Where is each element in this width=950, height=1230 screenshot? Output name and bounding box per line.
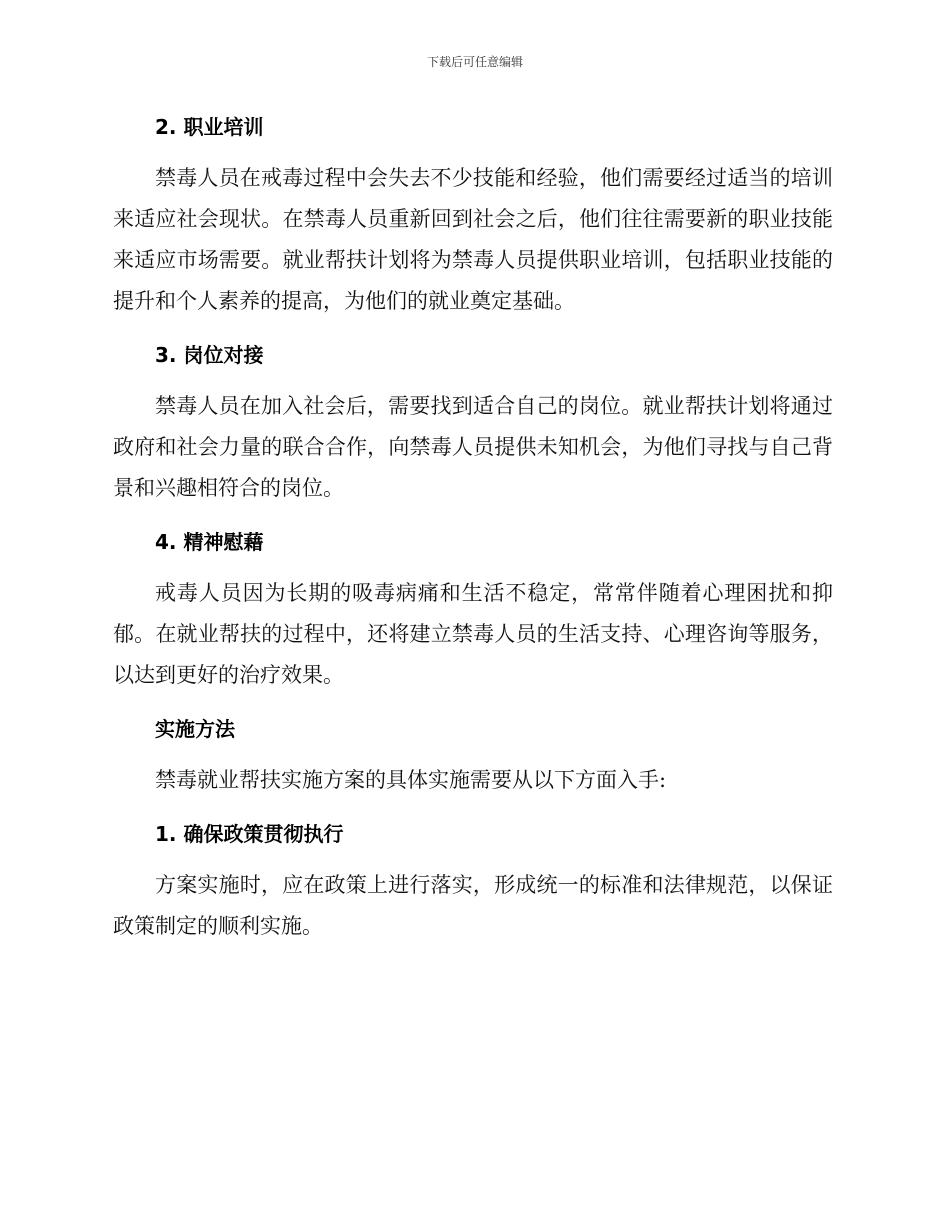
document-body [113, 114, 833, 947]
section-heading: 实施方法 [155, 717, 235, 741]
section-spiritual-comfort [113, 529, 833, 716]
page-header: 下载后可任意编辑 [426, 55, 523, 69]
section-heading: 1. 确保政策贯彻执行 [155, 822, 344, 846]
section-job-matching [113, 342, 833, 529]
section-implementation-methods [113, 716, 833, 821]
section-paragraph: 禁毒就业帮扶实施方案的具体实施需要从以下方面入手: [155, 768, 667, 792]
section-policy-enforcement [113, 821, 833, 947]
section-heading: 3. 岗位对接 [155, 343, 264, 367]
section-heading: 4. 精神慰藉 [155, 530, 264, 554]
section-paragraph: 戒毒人员因为长期的吸毒病痛和生活不稳定，常常伴随着心理困扰和抑郁。在就业帮扶的过程中，还将建立禁毒人员的生活支持、心理咨询等服务，以达到更好的治疗效果。 [113, 581, 833, 687]
section-paragraph: 方案实施时，应在政策上进行落实，形成统一的标准和法律规范，以保证政策制定的顺利实施。 [113, 873, 833, 938]
section-paragraph: 禁毒人员在戒毒过程中会失去不少技能和经验，他们需要经过适当的培训来适应社会现状。在禁毒人员重新回到社会之后，他们往往需要新的职业技能来适应市场需要。就业帮扶计划将为禁毒人员提供职业培训，包括职业技能的提升和个人素养的提高，为他们的就业奠定基础。 [113, 166, 833, 313]
section-paragraph: 禁毒人员在加入社会后，需要找到适合自己的岗位。就业帮扶计划将通过政府和社会力量的联合合作，向禁毒人员提供未知机会，为他们寻找与自己背景和兴趣相符合的岗位。 [113, 394, 833, 500]
section-vocational-training [113, 114, 833, 342]
section-heading: 2. 职业培训 [155, 115, 264, 139]
